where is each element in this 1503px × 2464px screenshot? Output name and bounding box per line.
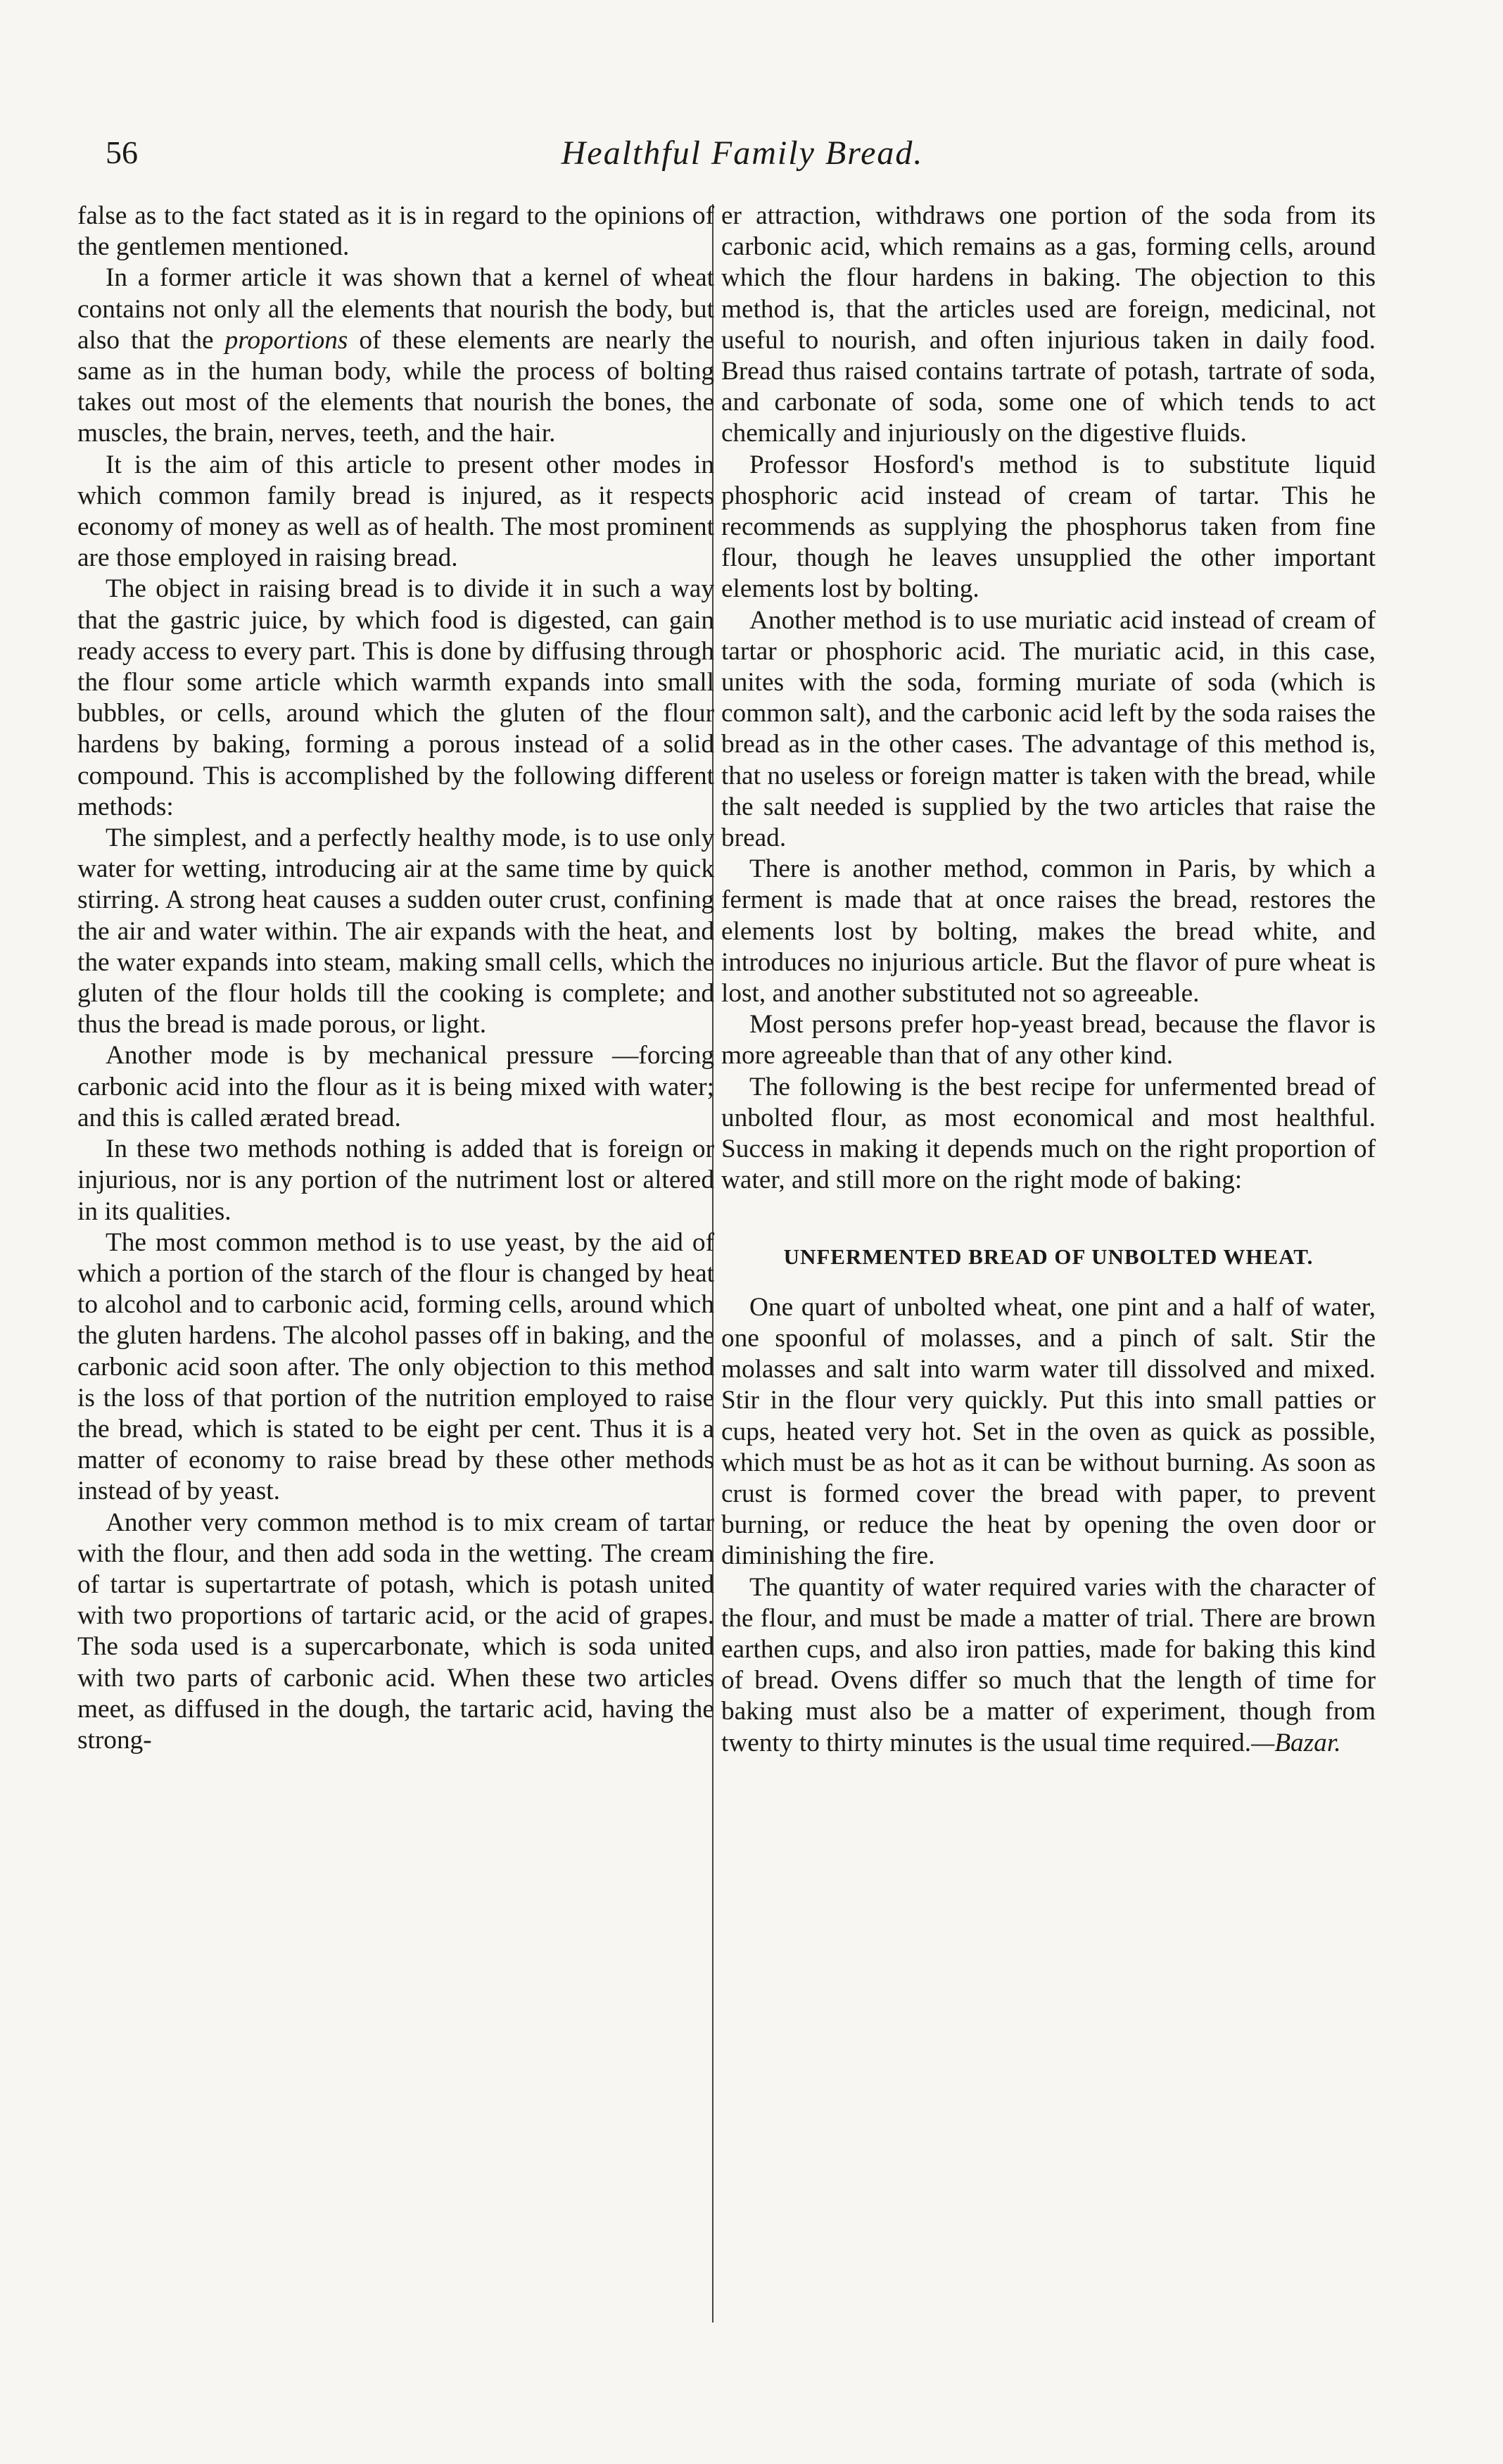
paragraph: There is another method, common in Paris, by which a ferment is made that at once raises the bread, restores the elements lost by bolting, makes the bread white, and introduces no injurious article. But the flavor of pure wheat is lost, and another substituted not so agreeable. [721,854,1376,1009]
paragraph: er attraction, withdraws one portion of the soda from its carbonic acid, which remains as a gas, forming cells, around which the flour hardens in baking. The objection to this method is, that the articles used are foreign, medicinal, not useful to nourish, and often injurious taken in daily food. Bread thus raised contains tartrate of potash, tartrate of soda, and carbonate of soda, some one of which tends to act chemically and injuriously on the digestive fluids. [721,201,1376,448]
paragraph [77,263,714,449]
paragraph: The most common method is to use yeast, by the aid of which a portion of the starch of the flour is changed by heat to alcohol and to carbonic acid, forming cells, around which the gluten hardens. The alcohol passes off in baking, and the carbonic acid soon after. The only objection to this method is the loss of that portion of the nutrition employed to raise the bread, which is stated to be eight per cent. Thus it is a matter of economy to raise bread by these other methods instead of by yeast. [77,1227,714,1506]
paragraph: In these two methods nothing is added that is foreign or injurious, nor is any portion of the nutriment lost or altered in its qualities. [77,1135,714,1226]
paragraph: Another method is to use muriatic acid instead of cream of tartar or phosphoric acid. The muriatic acid, in this case, unites with the soda, forming muriate of soda (which is common salt), and the carbonic acid left by the soda raises the bread as in the other cases. The advantage of this method is, that no useless or foreign matter is taken with the bread, while the salt needed is supplied by the two articles that raise the bread. [721,605,1376,853]
right-column [721,201,1376,1759]
section-heading: UNFERMENTED BREAD OF UNBOLTED WHEAT. [783,1244,1314,1269]
page-number: 56 [106,134,138,170]
paragraph: false as to the fact stated as it is in regard to the opinions of the gentlemen mentioned. [77,201,714,262]
paragraph: Another very common method is to mix cream of tartar with the flour, and then add soda in the wetting. The cream of tartar is supertartrate of potash, which is potash united with two proportions of tartaric acid, or the acid of grapes. The soda used is a supercarbonate, which is soda united with two parts of carbonic acid. When these two articles meet, as diffused in the dough, the tartaric acid, having the strong- [77,1508,714,1755]
paragraph: Professor Hosford's method is to substitute liquid phosphoric acid instead of cream of tartar. This he recommends as supplying the phosphorus taken from fine flour, though he leaves unsupplied the other important elements lost by bolting. [721,450,1376,604]
paragraph-text: In a former article it was shown that a kernel of wheat contains not only all the elements that nourish the body, but also that the [77,263,714,355]
paragraph: The object in raising bread is to divide it in such a way that the gastric juice, by which food is digested, can gain ready access to every part. This is done by diffusing through the flour some article which warmth expands into small bubbles, or cells, around which the gluten of the flour hardens by baking, forming a porous instead of a solid compound. This is accomplished by the following different methods: [77,574,714,821]
paragraph: Most persons prefer hop-yeast bread, because the flavor is more agreeable than that of any other kind. [721,1010,1376,1070]
paragraph: Another mode is by mechanical pressure —forcing carbonic acid into the flour as it is being mixed with water; and this is called ærated bread. [77,1041,714,1132]
running-title: Healthful Family Bread. [561,134,924,172]
paragraph [721,1572,1376,1759]
paragraph-text: of these elements are nearly the same as in the human body, while the process of bolting takes out most of the elements that nourish the bones, the muscles, the brain, nerves, teeth, and the hair. [77,325,714,448]
source-signature: —Bazar. [1251,1728,1341,1757]
paragraph: One quart of unbolted wheat, one pint and a half of water, one spoonful of molasses, and a pinch of salt. Stir the molasses and salt into warm water till dissolved and mixed. Stir in the flour very quickly. Put this into small patties or cups, heated very hot. Set in the oven as quick as possible, which must be as hot as it can be without burning. As soon as crust is formed cover the bread with paper, to prevent burning, or reduce the heat by opening the oven door or diminishing the fire. [721,1292,1376,1571]
paragraph: It is the aim of this article to present other modes in which common family bread is injured, as it respects economy of money as well as of health. The most prominent are those employed in raising bread. [77,450,714,573]
paragraph-text: The quantity of water required varies with the character of the flour, and must be made a matter of trial. There are brown earthen cups, and also iron patties, made for baking this kind of bread. Ovens differ so much that the length of time for baking must also be a matter of experiment, though from twenty to thirty minutes is the usual time required. [721,1572,1376,1757]
page-header [106,134,1379,190]
paragraph: The simplest, and a perfectly healthy mode, is to use only water for wetting, introducing air at the same time by quick stirring. A strong heat causes a sudden outer crust, confining the air and water within. The air expands with the heat, and the water expands into steam, making small cells, which the gluten of the flour holds till the cooking is complete; and thus the bread is made porous, or light. [77,823,714,1040]
emphasis: proportions [224,325,348,355]
paragraph: The following is the best recipe for unfermented bread of unbolted flour, as most economical and most healthful. Success in making it depends much on the right proportion of water, and still more on the right mode of baking: [721,1072,1376,1195]
left-column [77,201,714,1756]
